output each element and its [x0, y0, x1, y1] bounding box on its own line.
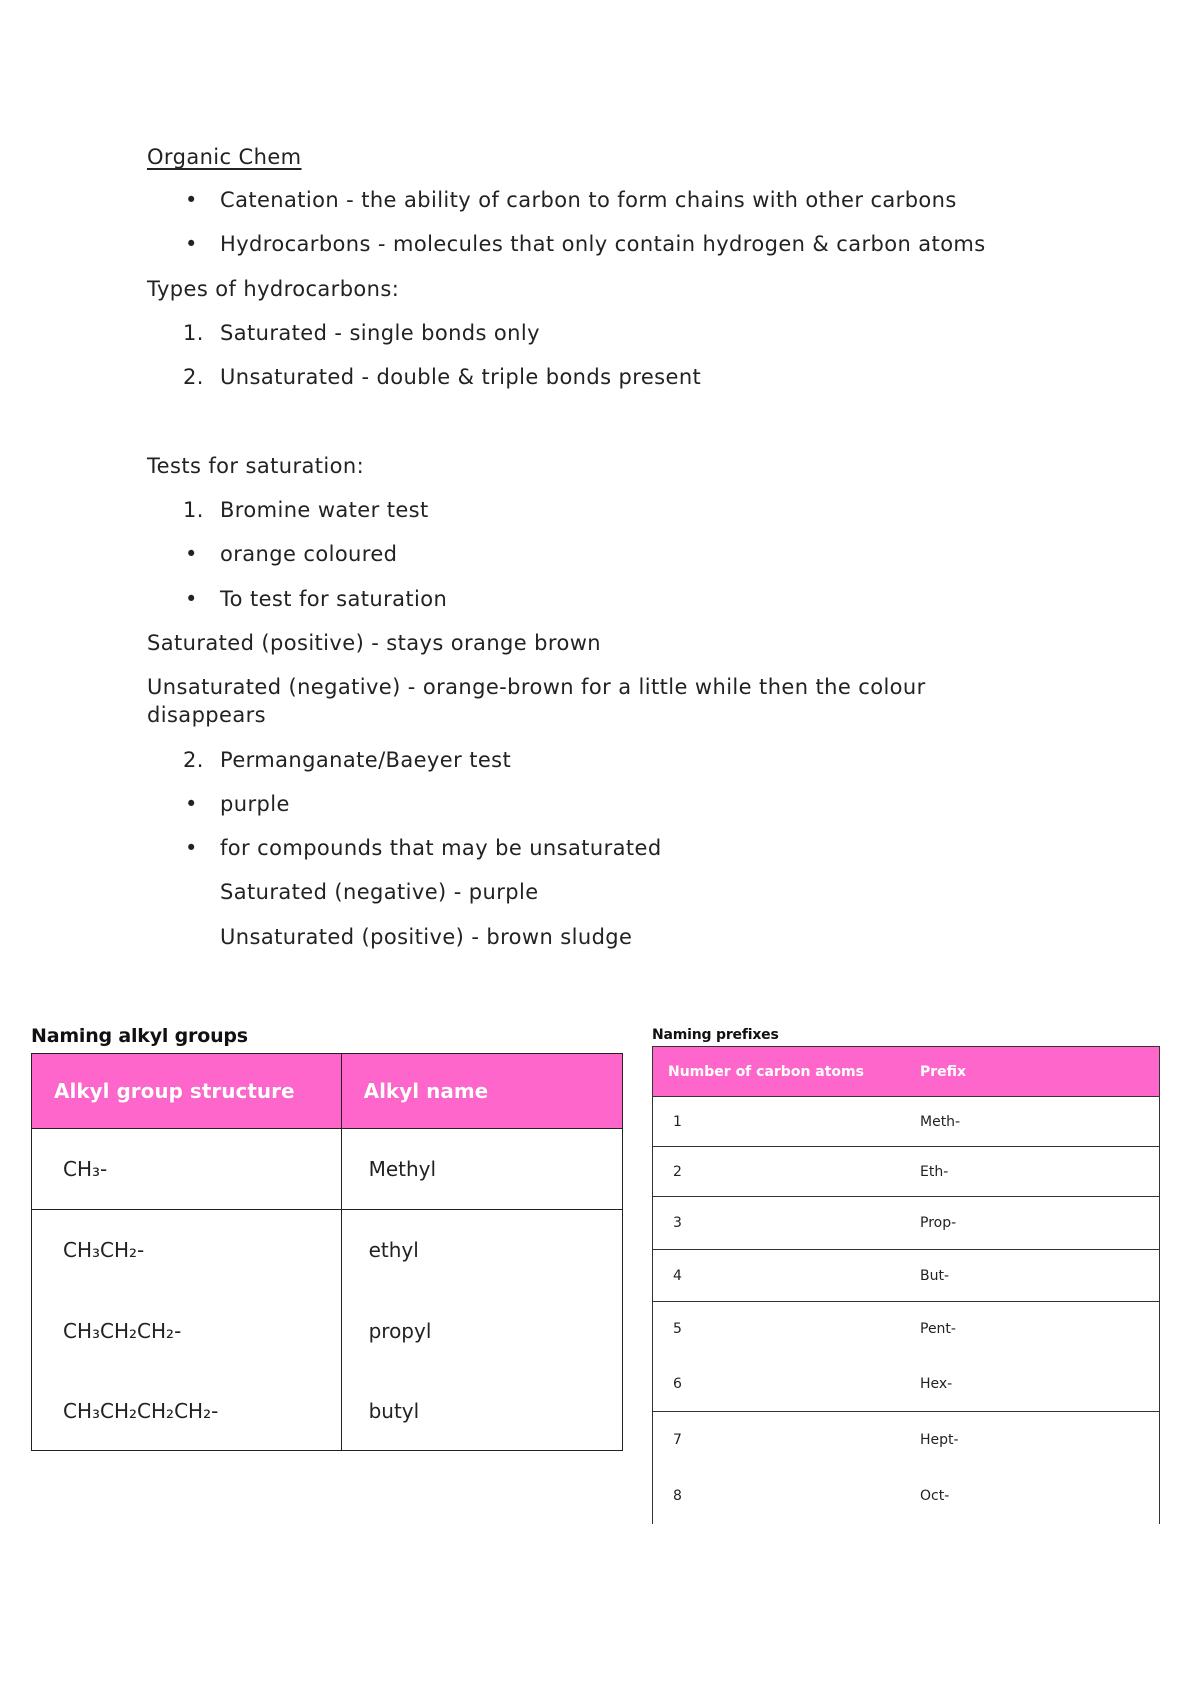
permanganate-purpose: for compounds that may be unsaturated [220, 836, 662, 860]
bullet-icon: • [185, 836, 198, 860]
table-row [653, 1147, 1160, 1197]
carbon-count-cell: 5 [653, 1302, 921, 1357]
list-number: 2. [183, 748, 204, 772]
table-row [653, 1197, 1160, 1250]
name-cell: Methyl [341, 1129, 622, 1210]
table-row [653, 1468, 1160, 1524]
prefix-cell: Hept- [920, 1412, 1160, 1468]
carbon-count-cell: 7 [653, 1412, 921, 1468]
table-row [32, 1290, 623, 1372]
table-row [32, 1129, 623, 1210]
bullet-icon: • [185, 232, 198, 256]
types-heading: Types of hydrocarbons: [147, 277, 400, 301]
table-row [32, 1372, 623, 1451]
carbon-count-cell: 8 [653, 1468, 921, 1524]
table-row [653, 1250, 1160, 1302]
table-header-row [653, 1047, 1160, 1097]
name-cell: ethyl [341, 1210, 622, 1290]
prefix-cell: Hex- [920, 1357, 1160, 1412]
page-title: Organic Chem [147, 145, 302, 169]
type-unsaturated: Unsaturated - double & triple bonds present [220, 365, 702, 389]
table-header-row [32, 1054, 623, 1129]
bullet-icon: • [185, 587, 198, 611]
table-row [653, 1097, 1160, 1147]
header-carbon-count: Number of carbon atoms [653, 1047, 921, 1097]
prefix-cell: Eth- [920, 1147, 1160, 1197]
bromine-colour: orange coloured [220, 542, 398, 566]
carbon-count-cell: 2 [653, 1147, 921, 1197]
permanganate-unsaturated-result: Unsaturated (positive) - brown sludge [220, 925, 633, 949]
list-number: 2. [183, 365, 204, 389]
structure-cell: CH₃CH₂CH₂- [32, 1290, 342, 1372]
prefix-cell: Meth- [920, 1097, 1160, 1147]
header-name: Alkyl name [341, 1054, 622, 1129]
bullet-icon: • [185, 188, 198, 212]
name-cell: propyl [341, 1290, 622, 1372]
prefix-cell: Oct- [920, 1468, 1160, 1524]
list-number: 1. [183, 321, 204, 345]
bullet-icon: • [185, 792, 198, 816]
carbon-count-cell: 3 [653, 1197, 921, 1250]
bromine-saturated-result: Saturated (positive) - stays orange brown [147, 631, 601, 655]
bromine-purpose: To test for saturation [220, 587, 448, 611]
list-number: 1. [183, 498, 204, 522]
table-row [653, 1412, 1160, 1468]
bromine-unsaturated-result: Unsaturated (negative) - orange-brown for a little while then the colour disappears [147, 675, 926, 727]
structure-cell: CH₃CH₂CH₂CH₂- [32, 1372, 342, 1451]
structure-cell: CH₃CH₂- [32, 1210, 342, 1290]
alkyl-table [31, 1053, 623, 1451]
table-row [653, 1302, 1160, 1357]
prefix-table [652, 1046, 1160, 1524]
carbon-count-cell: 4 [653, 1250, 921, 1302]
test-permanganate: Permanganate/Baeyer test [220, 748, 512, 772]
prefix-cell: Pent- [920, 1302, 1160, 1357]
carbon-count-cell: 1 [653, 1097, 921, 1147]
name-cell: butyl [341, 1372, 622, 1451]
carbon-count-cell: 6 [653, 1357, 921, 1412]
structure-cell: CH₃- [32, 1129, 342, 1210]
prefix-cell: Prop- [920, 1197, 1160, 1250]
prefix-table-title: Naming prefixes [652, 1027, 779, 1043]
table-row [653, 1357, 1160, 1412]
permanganate-colour: purple [220, 792, 290, 816]
tests-heading: Tests for saturation: [147, 454, 365, 478]
table-row [32, 1210, 623, 1290]
permanganate-saturated-result: Saturated (negative) - purple [220, 880, 539, 904]
prefix-cell: But- [920, 1250, 1160, 1302]
header-prefix: Prefix [920, 1047, 1160, 1097]
type-saturated: Saturated - single bonds only [220, 321, 540, 345]
definition-catenation: Catenation - the ability of carbon to form chains with other carbons [220, 188, 957, 212]
header-structure: Alkyl group structure [32, 1054, 342, 1129]
alkyl-table-title: Naming alkyl groups [31, 1025, 248, 1047]
definition-hydrocarbons: Hydrocarbons - molecules that only contain hydrogen & carbon atoms [220, 232, 986, 256]
bullet-icon: • [185, 542, 198, 566]
test-bromine: Bromine water test [220, 498, 429, 522]
